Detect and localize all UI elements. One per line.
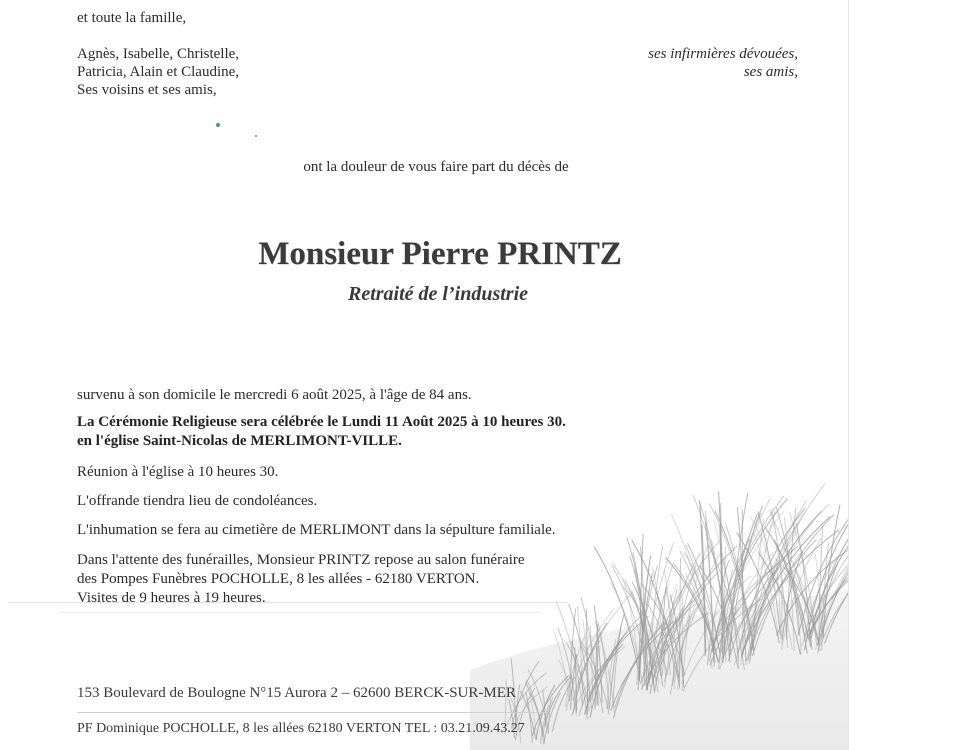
header-line: et toute la famille, — [77, 10, 187, 26]
family-left-line: Ses voisins et ses amis, — [77, 82, 217, 98]
dune-grass-illustration — [470, 470, 848, 750]
meeting-line: Réunion à l'église à 10 heures 30. — [77, 464, 279, 480]
ceremony-location: en l'église Saint-Nicolas de MERLIMONT-VILLE. — [77, 433, 402, 449]
scan-speck — [216, 123, 220, 127]
family-left-line: Patricia, Alain et Claudine, — [77, 64, 240, 80]
family-right-line: ses infirmières dévouées, — [648, 46, 798, 62]
burial-line: L'inhumation se fera au cimetière de MERLIMONT dans la sépulture familiale. — [77, 522, 556, 538]
footer-divider — [77, 712, 547, 713]
death-line: survenu à son domicile le mercredi 6 août 2025, à l'âge de 84 ans. — [77, 387, 472, 403]
footer-address: 153 Boulevard de Boulogne N°15 Aurora 2 – 62600 BERCK-SUR-MER — [77, 685, 516, 701]
family-left-list — [77, 45, 239, 99]
ceremony-line: La Cérémonie Religieuse sera célébrée le Lundi 11 Août 2025 à 10 heures 30. — [77, 414, 566, 430]
family-right-list — [560, 45, 798, 81]
rest-line: des Pompes Funèbres POCHOLLE, 8 les allées - 62180 VERTON. — [77, 571, 480, 587]
family-left-line: Agnès, Isabelle, Christelle, — [77, 46, 240, 62]
offering-line: L'offrande tiendra lieu de condoléances. — [77, 493, 318, 509]
announcement: ont la douleur de vous faire part du décès de — [303, 159, 569, 175]
rest-line: Dans l'attente des funérailles, Monsieur PRINTZ repose au salon funéraire — [77, 552, 525, 568]
page-edge — [848, 0, 849, 750]
deceased-title: Retraité de l’industrie — [348, 283, 528, 305]
footer-funeral-home: PF Dominique POCHOLLE, 8 les allées 62180 VERTON TEL : 03.21.09.43.27 — [77, 721, 525, 736]
family-right-line: ses amis, — [743, 64, 798, 80]
deceased-name: Monsieur Pierre PRINTZ — [258, 236, 622, 272]
horizon-line — [60, 612, 540, 613]
scan-speck — [255, 135, 257, 137]
visits-line: Visites de 9 heures à 19 heures. — [77, 590, 266, 606]
